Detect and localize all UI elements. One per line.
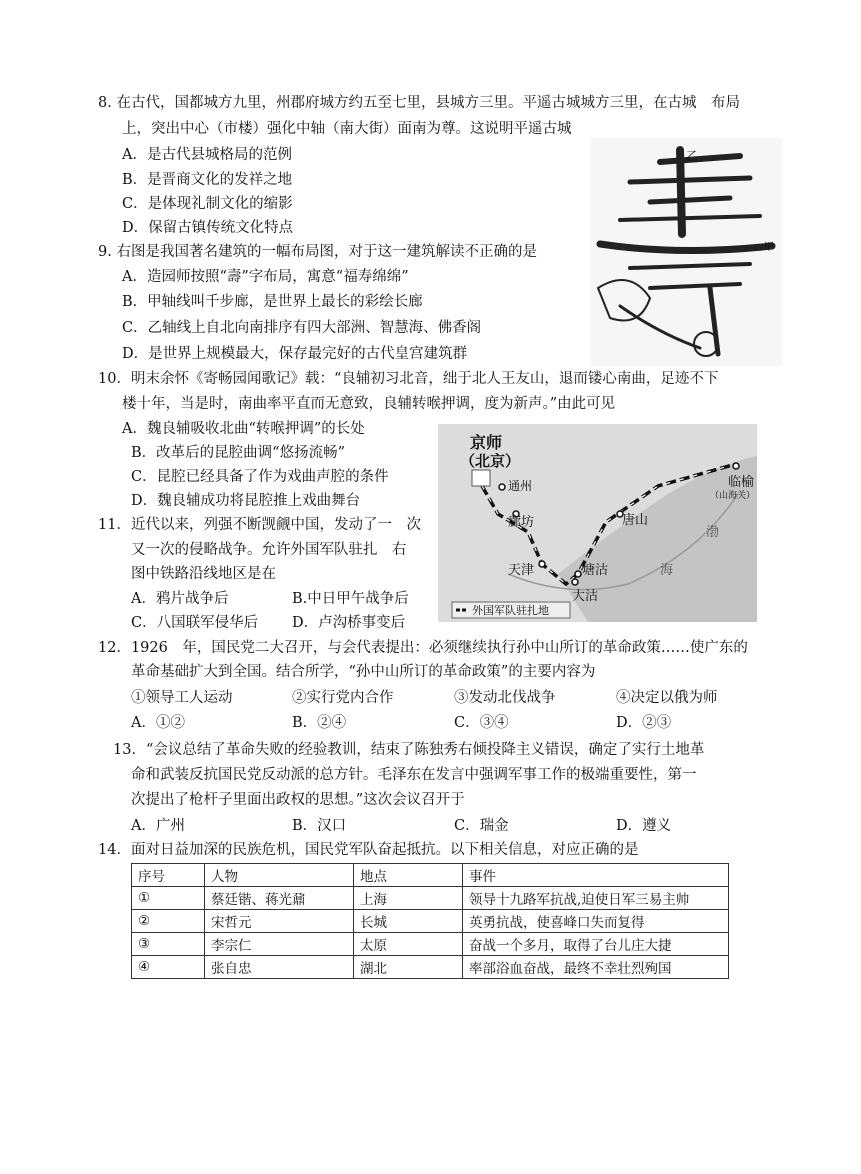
- map-sea-bo: 渤: [706, 525, 720, 540]
- q12-option-d: D．②③: [616, 715, 672, 731]
- table-cell: ③: [132, 933, 205, 956]
- q10-option-c: C．昆腔已经具备了作为戏曲声腔的条件: [131, 469, 389, 485]
- table-cell: 领导十九路军抗战,迫使日军三易主帅: [463, 887, 729, 910]
- table-row: [132, 910, 729, 933]
- table-cell: 李宗仁: [205, 933, 354, 956]
- table-header-cell: 地点: [354, 864, 463, 887]
- q13-option-c: C．瑞金: [454, 818, 509, 834]
- q11-stem-line-3: 图中铁路沿线地区是在: [131, 566, 276, 582]
- railway-map-figure: [438, 424, 757, 622]
- map-place-linyu: 临榆: [728, 475, 755, 490]
- q13-stem-line-1: 13．“会议总结了革命失败的经验教训，结束了陈独秀右倾投降主义错误，确定了实行土地革: [113, 742, 705, 758]
- q12-item-2: ②实行党内合作: [292, 690, 394, 706]
- q12-stem-line-2: 革命基础扩大到全国。结合所学，“孙中山所订的革命政策”的主要内容为: [131, 664, 596, 680]
- table-cell: 英勇抗战，使喜峰口失而复得: [463, 910, 729, 933]
- table-cell: 蔡廷锴、蒋光鼐: [205, 887, 354, 910]
- map-title-line-2: （北京）: [460, 452, 521, 470]
- q11-stem-line-1: 11．近代以来，列强不断觊觎中国，发动了一 次: [98, 517, 421, 533]
- map-place-dagu: 大沽: [572, 589, 599, 604]
- shou-label-jia: 甲: [764, 242, 774, 253]
- table-header-cell: 人物: [205, 864, 354, 887]
- table-cell: 宋哲元: [205, 910, 354, 933]
- q11-option-b: B.中日甲午战争后: [292, 591, 409, 607]
- map-place-shanhaiguan: （山海关）: [710, 491, 756, 501]
- table-cell: ②: [132, 910, 205, 933]
- q9-option-b: B．甲轴线叫千步廊，是世界上最长的彩绘长廊: [122, 294, 423, 310]
- q13-option-b: B．汉口: [292, 818, 347, 834]
- table-cell: ④: [132, 956, 205, 979]
- table-header-cell: 序号: [132, 864, 205, 887]
- q13-stem-line-3: 次提出了枪杆子里面出政权的思想。”这次会议召开于: [131, 792, 465, 808]
- shou-label-yi: 乙: [686, 149, 699, 163]
- q13-option-a: A．广州: [131, 818, 185, 834]
- q10-stem-line-2: 楼十年，当是时，南曲率平直而无意致，良辅转喉押调，度为新声。”由此可见: [122, 396, 616, 412]
- map-place-tianjin: 天津: [508, 563, 535, 578]
- table-row: [132, 887, 729, 910]
- table-cell: 率部浴血奋战，最终不幸壮烈殉国: [463, 956, 729, 979]
- q13-stem-line-2: 命和武装反抗国民党反动派的总方针。毛泽东在发言中强调军事工作的极端重要性，第一: [131, 767, 697, 783]
- map-title-line-1: 京师: [470, 433, 503, 452]
- q8-option-b: B．是晋商文化的发祥之地: [122, 172, 293, 188]
- railway-map: [438, 424, 757, 622]
- q9-option-c: C．乙轴线上自北向南排序有四大部洲、智慧海、佛香阁: [122, 320, 482, 336]
- q8-stem-line-2: 上，突出中心（市楼）强化中轴（南大街）面南为尊。这说明平遥古城: [122, 121, 572, 137]
- table-cell: ①: [132, 887, 205, 910]
- q11-option-c: C．八国联军侵华后: [131, 615, 259, 631]
- q11-option-a: A．鸦片战争后: [131, 591, 229, 607]
- table-cell: 张自忠: [205, 956, 354, 979]
- map-place-tanggu: 塘沽: [582, 563, 609, 578]
- q11-stem-line-2: 又一次的侵略战争。允许外国军队驻扎 右: [131, 542, 407, 558]
- map-sea-hai: 海: [660, 563, 674, 578]
- table-row: [132, 933, 729, 956]
- table-cell: 太原: [354, 933, 463, 956]
- q9-stem: 9. 右图是我国著名建筑的一幅布局图，对于这一建筑解读不正确的是: [98, 244, 537, 260]
- q8-option-c: C．是体现礼制文化的缩影: [122, 196, 293, 212]
- q11-option-d: D．卢沟桥事变后: [292, 615, 406, 631]
- q14-stem: 14．面对日益加深的民族危机，国民党军队奋起抵抗。以下相关信息，对应正确的是: [98, 842, 639, 858]
- q10-stem-line-1: 10．明末余怀《寄畅园闻歌记》载：“良辅初习北音，绌于北人王友山，退而镂心南曲，足迹不下: [98, 371, 719, 387]
- table-header-cell: 事件: [463, 864, 729, 887]
- q10-option-d: D．魏良辅成功将昆腔推上戏曲舞台: [131, 493, 361, 509]
- q10-option-b: B．改革后的昆腔曲调“悠扬流畅”: [131, 445, 345, 461]
- map-place-langfang: 廊坊: [508, 515, 535, 530]
- map-place-tongzhou: 通州: [508, 479, 533, 493]
- q14-info-table: [131, 863, 729, 979]
- table-row: [132, 956, 729, 979]
- q8-option-a: A．是古代县城格局的范例: [122, 147, 292, 163]
- map-place-tangshan: 唐山: [622, 513, 649, 528]
- shou-layout-figure: [590, 138, 782, 366]
- q9-option-d: D．是世界上规模最大，保存最完好的古代皇宫建筑群: [122, 346, 468, 362]
- table-header-row: [132, 864, 729, 887]
- table-cell: 长城: [354, 910, 463, 933]
- table-cell: 上海: [354, 887, 463, 910]
- shou-layout-drawing: [590, 138, 782, 366]
- q8-option-d: D．保留古镇传统文化特点: [122, 220, 294, 236]
- q10-option-a: A．魏良辅吸收北曲“转喉押调”的长处: [122, 421, 365, 437]
- table-cell: 湖北: [354, 956, 463, 979]
- q12-option-a: A．①②: [131, 715, 185, 731]
- q12-stem-line-1: 12．1926 年，国民党二大召开，与会代表提出：必须继续执行孙中山所订的革命政策……使广东的: [98, 640, 748, 656]
- map-legend-label: 外国军队驻扎地: [472, 604, 549, 617]
- q8-stem-line-1: 8. 在古代，国都城方九里，州郡府城方约五至七里，县城方三里。平遥古城城方三里，在古城 布局: [98, 95, 740, 111]
- q12-item-3: ③发动北伐战争: [454, 690, 556, 706]
- q9-option-a: A．造园师按照“壽”字布局，寓意“福寿绵绵”: [122, 269, 409, 285]
- q12-item-4: ④决定以俄为师: [616, 690, 718, 706]
- q12-option-c: C．③④: [454, 715, 509, 731]
- table-cell: 奋战一个多月，取得了台儿庄大捷: [463, 933, 729, 956]
- q12-item-1: ①领导工人运动: [131, 690, 233, 706]
- q12-option-b: B．②④: [292, 715, 347, 731]
- q13-option-d: D．遵义: [616, 818, 672, 834]
